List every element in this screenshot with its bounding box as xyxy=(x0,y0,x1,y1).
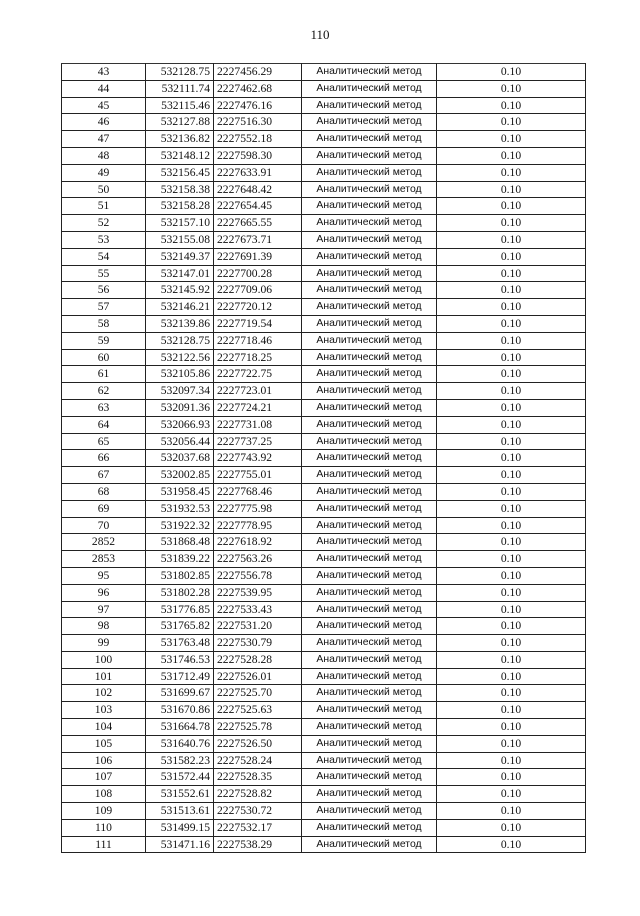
point-number-cell: 55 xyxy=(62,265,146,282)
precision-cell: 0.10 xyxy=(437,601,586,618)
method-cell: Аналитический метод xyxy=(302,315,437,332)
method-cell: Аналитический метод xyxy=(302,651,437,668)
point-number-cell: 95 xyxy=(62,567,146,584)
precision-cell: 0.10 xyxy=(437,719,586,736)
table-row xyxy=(62,64,586,81)
method-cell: Аналитический метод xyxy=(302,265,437,282)
table-row xyxy=(62,231,586,248)
table-row xyxy=(62,500,586,517)
point-number-cell: 109 xyxy=(62,803,146,820)
x-coordinate-cell: 532136.82 xyxy=(146,131,214,148)
precision-cell: 0.10 xyxy=(437,131,586,148)
point-number-cell: 69 xyxy=(62,500,146,517)
precision-cell: 0.10 xyxy=(437,181,586,198)
table-row xyxy=(62,147,586,164)
point-number-cell: 111 xyxy=(62,836,146,853)
method-cell: Аналитический метод xyxy=(302,399,437,416)
x-coordinate-cell: 532148.12 xyxy=(146,147,214,164)
table-row xyxy=(62,719,586,736)
method-cell: Аналитический метод xyxy=(302,114,437,131)
table-row xyxy=(62,383,586,400)
y-coordinate-cell: 2227743.92 xyxy=(214,450,302,467)
method-cell: Аналитический метод xyxy=(302,164,437,181)
point-number-cell: 52 xyxy=(62,215,146,232)
precision-cell: 0.10 xyxy=(437,467,586,484)
table-row xyxy=(62,467,586,484)
table-row xyxy=(62,735,586,752)
point-number-cell: 102 xyxy=(62,685,146,702)
point-number-cell: 45 xyxy=(62,97,146,114)
method-cell: Аналитический метод xyxy=(302,719,437,736)
y-coordinate-cell: 2227778.95 xyxy=(214,517,302,534)
method-cell: Аналитический метод xyxy=(302,366,437,383)
point-number-cell: 65 xyxy=(62,433,146,450)
precision-cell: 0.10 xyxy=(437,500,586,517)
method-cell: Аналитический метод xyxy=(302,97,437,114)
table-row xyxy=(62,349,586,366)
point-number-cell: 50 xyxy=(62,181,146,198)
point-number-cell: 49 xyxy=(62,164,146,181)
method-cell: Аналитический метод xyxy=(302,215,437,232)
x-coordinate-cell: 531582.23 xyxy=(146,752,214,769)
point-number-cell: 107 xyxy=(62,769,146,786)
precision-cell: 0.10 xyxy=(437,450,586,467)
y-coordinate-cell: 2227720.12 xyxy=(214,299,302,316)
method-cell: Аналитический метод xyxy=(302,601,437,618)
x-coordinate-cell: 532115.46 xyxy=(146,97,214,114)
method-cell: Аналитический метод xyxy=(302,198,437,215)
y-coordinate-cell: 2227526.50 xyxy=(214,735,302,752)
x-coordinate-cell: 531958.45 xyxy=(146,483,214,500)
precision-cell: 0.10 xyxy=(437,332,586,349)
precision-cell: 0.10 xyxy=(437,685,586,702)
y-coordinate-cell: 2227532.17 xyxy=(214,819,302,836)
table-row xyxy=(62,584,586,601)
x-coordinate-cell: 531670.86 xyxy=(146,702,214,719)
coordinates-table xyxy=(61,63,586,853)
x-coordinate-cell: 531839.22 xyxy=(146,551,214,568)
method-cell: Аналитический метод xyxy=(302,551,437,568)
table-row xyxy=(62,534,586,551)
method-cell: Аналитический метод xyxy=(302,668,437,685)
precision-cell: 0.10 xyxy=(437,786,586,803)
method-cell: Аналитический метод xyxy=(302,80,437,97)
precision-cell: 0.10 xyxy=(437,64,586,81)
method-cell: Аналитический метод xyxy=(302,64,437,81)
method-cell: Аналитический метод xyxy=(302,147,437,164)
y-coordinate-cell: 2227718.25 xyxy=(214,349,302,366)
y-coordinate-cell: 2227525.70 xyxy=(214,685,302,702)
precision-cell: 0.10 xyxy=(437,265,586,282)
precision-cell: 0.10 xyxy=(437,164,586,181)
point-number-cell: 66 xyxy=(62,450,146,467)
precision-cell: 0.10 xyxy=(437,231,586,248)
y-coordinate-cell: 2227731.08 xyxy=(214,416,302,433)
precision-cell: 0.10 xyxy=(437,366,586,383)
y-coordinate-cell: 2227665.55 xyxy=(214,215,302,232)
precision-cell: 0.10 xyxy=(437,651,586,668)
x-coordinate-cell: 532122.56 xyxy=(146,349,214,366)
precision-cell: 0.10 xyxy=(437,80,586,97)
table-row xyxy=(62,702,586,719)
x-coordinate-cell: 531922.32 xyxy=(146,517,214,534)
y-coordinate-cell: 2227654.45 xyxy=(214,198,302,215)
y-coordinate-cell: 2227531.20 xyxy=(214,618,302,635)
table-row xyxy=(62,265,586,282)
y-coordinate-cell: 2227648.42 xyxy=(214,181,302,198)
x-coordinate-cell: 532091.36 xyxy=(146,399,214,416)
precision-cell: 0.10 xyxy=(437,198,586,215)
table-row xyxy=(62,752,586,769)
y-coordinate-cell: 2227525.63 xyxy=(214,702,302,719)
x-coordinate-cell: 532111.74 xyxy=(146,80,214,97)
point-number-cell: 96 xyxy=(62,584,146,601)
point-number-cell: 57 xyxy=(62,299,146,316)
point-number-cell: 99 xyxy=(62,635,146,652)
method-cell: Аналитический метод xyxy=(302,433,437,450)
precision-cell: 0.10 xyxy=(437,483,586,500)
y-coordinate-cell: 2227530.72 xyxy=(214,803,302,820)
x-coordinate-cell: 532066.93 xyxy=(146,416,214,433)
table-row xyxy=(62,819,586,836)
table-row xyxy=(62,131,586,148)
table-row xyxy=(62,282,586,299)
precision-cell: 0.10 xyxy=(437,635,586,652)
precision-cell: 0.10 xyxy=(437,567,586,584)
point-number-cell: 110 xyxy=(62,819,146,836)
point-number-cell: 101 xyxy=(62,668,146,685)
y-coordinate-cell: 2227775.98 xyxy=(214,500,302,517)
y-coordinate-cell: 2227618.92 xyxy=(214,534,302,551)
precision-cell: 0.10 xyxy=(437,668,586,685)
x-coordinate-cell: 532128.75 xyxy=(146,332,214,349)
x-coordinate-cell: 532127.88 xyxy=(146,114,214,131)
x-coordinate-cell: 532097.34 xyxy=(146,383,214,400)
table-row xyxy=(62,483,586,500)
method-cell: Аналитический метод xyxy=(302,181,437,198)
precision-cell: 0.10 xyxy=(437,383,586,400)
precision-cell: 0.10 xyxy=(437,551,586,568)
y-coordinate-cell: 2227673.71 xyxy=(214,231,302,248)
point-number-cell: 70 xyxy=(62,517,146,534)
method-cell: Аналитический метод xyxy=(302,231,437,248)
point-number-cell: 51 xyxy=(62,198,146,215)
table-row xyxy=(62,567,586,584)
precision-cell: 0.10 xyxy=(437,399,586,416)
x-coordinate-cell: 532037.68 xyxy=(146,450,214,467)
table-row xyxy=(62,803,586,820)
y-coordinate-cell: 2227598.30 xyxy=(214,147,302,164)
y-coordinate-cell: 2227724.21 xyxy=(214,399,302,416)
method-cell: Аналитический метод xyxy=(302,752,437,769)
precision-cell: 0.10 xyxy=(437,534,586,551)
table-row xyxy=(62,769,586,786)
method-cell: Аналитический метод xyxy=(302,131,437,148)
point-number-cell: 62 xyxy=(62,383,146,400)
table-row xyxy=(62,332,586,349)
point-number-cell: 2853 xyxy=(62,551,146,568)
point-number-cell: 61 xyxy=(62,366,146,383)
x-coordinate-cell: 531664.78 xyxy=(146,719,214,736)
x-coordinate-cell: 531513.61 xyxy=(146,803,214,820)
table-row xyxy=(62,416,586,433)
x-coordinate-cell: 532146.21 xyxy=(146,299,214,316)
y-coordinate-cell: 2227718.46 xyxy=(214,332,302,349)
method-cell: Аналитический метод xyxy=(302,248,437,265)
x-coordinate-cell: 532158.28 xyxy=(146,198,214,215)
precision-cell: 0.10 xyxy=(437,215,586,232)
y-coordinate-cell: 2227552.18 xyxy=(214,131,302,148)
table-row xyxy=(62,248,586,265)
method-cell: Аналитический метод xyxy=(302,450,437,467)
y-coordinate-cell: 2227709.06 xyxy=(214,282,302,299)
y-coordinate-cell: 2227723.01 xyxy=(214,383,302,400)
y-coordinate-cell: 2227755.01 xyxy=(214,467,302,484)
table-row xyxy=(62,635,586,652)
precision-cell: 0.10 xyxy=(437,517,586,534)
precision-cell: 0.10 xyxy=(437,803,586,820)
y-coordinate-cell: 2227691.39 xyxy=(214,248,302,265)
method-cell: Аналитический метод xyxy=(302,685,437,702)
method-cell: Аналитический метод xyxy=(302,416,437,433)
precision-cell: 0.10 xyxy=(437,433,586,450)
method-cell: Аналитический метод xyxy=(302,735,437,752)
point-number-cell: 44 xyxy=(62,80,146,97)
table-row xyxy=(62,299,586,316)
point-number-cell: 98 xyxy=(62,618,146,635)
table-row xyxy=(62,181,586,198)
method-cell: Аналитический метод xyxy=(302,282,437,299)
x-coordinate-cell: 532149.37 xyxy=(146,248,214,265)
x-coordinate-cell: 531746.53 xyxy=(146,651,214,668)
table-row xyxy=(62,114,586,131)
x-coordinate-cell: 531932.53 xyxy=(146,500,214,517)
table-row xyxy=(62,399,586,416)
table-row xyxy=(62,618,586,635)
table-row xyxy=(62,97,586,114)
y-coordinate-cell: 2227528.82 xyxy=(214,786,302,803)
point-number-cell: 59 xyxy=(62,332,146,349)
x-coordinate-cell: 532128.75 xyxy=(146,64,214,81)
precision-cell: 0.10 xyxy=(437,702,586,719)
coordinates-table-body xyxy=(62,64,586,853)
method-cell: Аналитический метод xyxy=(302,819,437,836)
point-number-cell: 60 xyxy=(62,349,146,366)
page-number: 110 xyxy=(310,27,330,42)
y-coordinate-cell: 2227563.26 xyxy=(214,551,302,568)
x-coordinate-cell: 531552.61 xyxy=(146,786,214,803)
method-cell: Аналитический метод xyxy=(302,769,437,786)
method-cell: Аналитический метод xyxy=(302,332,437,349)
point-number-cell: 46 xyxy=(62,114,146,131)
table-row xyxy=(62,80,586,97)
x-coordinate-cell: 531712.49 xyxy=(146,668,214,685)
precision-cell: 0.10 xyxy=(437,819,586,836)
y-coordinate-cell: 2227528.35 xyxy=(214,769,302,786)
point-number-cell: 48 xyxy=(62,147,146,164)
table-row xyxy=(62,836,586,853)
point-number-cell: 108 xyxy=(62,786,146,803)
precision-cell: 0.10 xyxy=(437,836,586,853)
point-number-cell: 63 xyxy=(62,399,146,416)
method-cell: Аналитический метод xyxy=(302,702,437,719)
precision-cell: 0.10 xyxy=(437,114,586,131)
x-coordinate-cell: 531868.48 xyxy=(146,534,214,551)
table-row xyxy=(62,517,586,534)
method-cell: Аналитический метод xyxy=(302,500,437,517)
method-cell: Аналитический метод xyxy=(302,618,437,635)
x-coordinate-cell: 532056.44 xyxy=(146,433,214,450)
method-cell: Аналитический метод xyxy=(302,299,437,316)
x-coordinate-cell: 531802.28 xyxy=(146,584,214,601)
x-coordinate-cell: 531765.82 xyxy=(146,618,214,635)
x-coordinate-cell: 531763.48 xyxy=(146,635,214,652)
x-coordinate-cell: 531572.44 xyxy=(146,769,214,786)
precision-cell: 0.10 xyxy=(437,584,586,601)
y-coordinate-cell: 2227528.24 xyxy=(214,752,302,769)
y-coordinate-cell: 2227768.46 xyxy=(214,483,302,500)
table-row xyxy=(62,786,586,803)
precision-cell: 0.10 xyxy=(437,147,586,164)
y-coordinate-cell: 2227538.29 xyxy=(214,836,302,853)
method-cell: Аналитический метод xyxy=(302,467,437,484)
method-cell: Аналитический метод xyxy=(302,803,437,820)
precision-cell: 0.10 xyxy=(437,752,586,769)
y-coordinate-cell: 2227462.68 xyxy=(214,80,302,97)
y-coordinate-cell: 2227700.28 xyxy=(214,265,302,282)
x-coordinate-cell: 531699.67 xyxy=(146,685,214,702)
precision-cell: 0.10 xyxy=(437,735,586,752)
x-coordinate-cell: 532156.45 xyxy=(146,164,214,181)
point-number-cell: 56 xyxy=(62,282,146,299)
y-coordinate-cell: 2227516.30 xyxy=(214,114,302,131)
table-row xyxy=(62,315,586,332)
method-cell: Аналитический метод xyxy=(302,786,437,803)
y-coordinate-cell: 2227530.79 xyxy=(214,635,302,652)
precision-cell: 0.10 xyxy=(437,618,586,635)
point-number-cell: 64 xyxy=(62,416,146,433)
y-coordinate-cell: 2227722.75 xyxy=(214,366,302,383)
point-number-cell: 104 xyxy=(62,719,146,736)
x-coordinate-cell: 531499.15 xyxy=(146,819,214,836)
table-row xyxy=(62,198,586,215)
x-coordinate-cell: 531776.85 xyxy=(146,601,214,618)
point-number-cell: 53 xyxy=(62,231,146,248)
point-number-cell: 67 xyxy=(62,467,146,484)
table-row xyxy=(62,215,586,232)
table-row xyxy=(62,668,586,685)
point-number-cell: 43 xyxy=(62,64,146,81)
method-cell: Аналитический метод xyxy=(302,567,437,584)
point-number-cell: 68 xyxy=(62,483,146,500)
x-coordinate-cell: 532002.85 xyxy=(146,467,214,484)
y-coordinate-cell: 2227533.43 xyxy=(214,601,302,618)
precision-cell: 0.10 xyxy=(437,349,586,366)
point-number-cell: 54 xyxy=(62,248,146,265)
x-coordinate-cell: 532105.86 xyxy=(146,366,214,383)
method-cell: Аналитический метод xyxy=(302,584,437,601)
y-coordinate-cell: 2227528.28 xyxy=(214,651,302,668)
x-coordinate-cell: 532155.08 xyxy=(146,231,214,248)
table-row xyxy=(62,551,586,568)
precision-cell: 0.10 xyxy=(437,248,586,265)
precision-cell: 0.10 xyxy=(437,282,586,299)
table-row xyxy=(62,450,586,467)
x-coordinate-cell: 532145.92 xyxy=(146,282,214,299)
x-coordinate-cell: 532147.01 xyxy=(146,265,214,282)
precision-cell: 0.10 xyxy=(437,315,586,332)
point-number-cell: 2852 xyxy=(62,534,146,551)
y-coordinate-cell: 2227737.25 xyxy=(214,433,302,450)
table-row xyxy=(62,685,586,702)
y-coordinate-cell: 2227633.91 xyxy=(214,164,302,181)
y-coordinate-cell: 2227476.16 xyxy=(214,97,302,114)
point-number-cell: 105 xyxy=(62,735,146,752)
table-row xyxy=(62,164,586,181)
y-coordinate-cell: 2227525.78 xyxy=(214,719,302,736)
precision-cell: 0.10 xyxy=(437,416,586,433)
precision-cell: 0.10 xyxy=(437,97,586,114)
method-cell: Аналитический метод xyxy=(302,383,437,400)
point-number-cell: 97 xyxy=(62,601,146,618)
x-coordinate-cell: 532139.86 xyxy=(146,315,214,332)
x-coordinate-cell: 531802.85 xyxy=(146,567,214,584)
method-cell: Аналитический метод xyxy=(302,635,437,652)
y-coordinate-cell: 2227526.01 xyxy=(214,668,302,685)
x-coordinate-cell: 531640.76 xyxy=(146,735,214,752)
method-cell: Аналитический метод xyxy=(302,349,437,366)
y-coordinate-cell: 2227719.54 xyxy=(214,315,302,332)
method-cell: Аналитический метод xyxy=(302,517,437,534)
table-row xyxy=(62,601,586,618)
y-coordinate-cell: 2227539.95 xyxy=(214,584,302,601)
y-coordinate-cell: 2227456.29 xyxy=(214,64,302,81)
method-cell: Аналитический метод xyxy=(302,534,437,551)
table-row xyxy=(62,651,586,668)
precision-cell: 0.10 xyxy=(437,769,586,786)
point-number-cell: 106 xyxy=(62,752,146,769)
table-row xyxy=(62,433,586,450)
y-coordinate-cell: 2227556.78 xyxy=(214,567,302,584)
point-number-cell: 100 xyxy=(62,651,146,668)
point-number-cell: 58 xyxy=(62,315,146,332)
point-number-cell: 47 xyxy=(62,131,146,148)
method-cell: Аналитический метод xyxy=(302,483,437,500)
x-coordinate-cell: 532158.38 xyxy=(146,181,214,198)
table-row xyxy=(62,366,586,383)
method-cell: Аналитический метод xyxy=(302,836,437,853)
precision-cell: 0.10 xyxy=(437,299,586,316)
point-number-cell: 103 xyxy=(62,702,146,719)
x-coordinate-cell: 532157.10 xyxy=(146,215,214,232)
x-coordinate-cell: 531471.16 xyxy=(146,836,214,853)
